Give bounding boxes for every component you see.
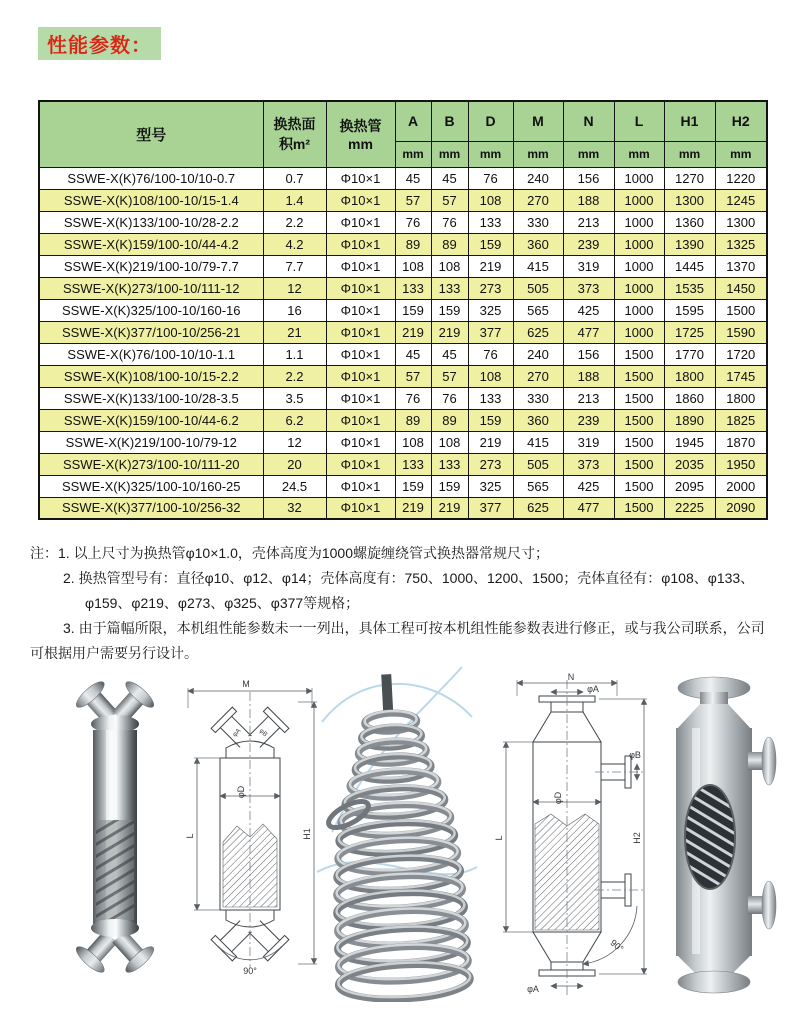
value-cell: 1000 <box>614 255 664 277</box>
model-cell: SSWE-X(K)159/100-10/44-6.2 <box>39 409 263 431</box>
value-cell: 477 <box>563 321 614 343</box>
value-cell: 1000 <box>614 321 664 343</box>
value-cell: 1270 <box>664 167 715 189</box>
bottom-head <box>91 919 139 937</box>
model-header-label: 型号 <box>136 126 167 144</box>
note-line-1 <box>30 541 774 566</box>
value-cell: 1000 <box>614 299 664 321</box>
unit-header: mm <box>563 141 614 167</box>
value-cell: Φ10×1 <box>326 453 395 475</box>
value-cell: 133 <box>431 453 468 475</box>
table-row <box>39 475 767 497</box>
model-cell: SSWE-X(K)133/100-10/28-3.5 <box>39 387 263 409</box>
value-cell: 133 <box>468 211 513 233</box>
value-cell: 1590 <box>715 321 767 343</box>
dimension-drawing-h1 <box>180 676 325 978</box>
table-row <box>39 321 767 343</box>
value-cell: Φ10×1 <box>326 497 395 519</box>
value-cell: 2225 <box>664 497 715 519</box>
dim-header-n: N <box>563 101 614 141</box>
table-header <box>39 101 767 167</box>
value-cell: 1500 <box>614 475 664 497</box>
model-cell: SSWE-X(K)377/100-10/256-21 <box>39 321 263 343</box>
dim-header-m: M <box>513 101 563 141</box>
value-cell: 188 <box>563 365 614 387</box>
value-cell: 76 <box>431 387 468 409</box>
coil-bundle-graphic <box>312 662 482 1002</box>
value-cell: 1445 <box>664 255 715 277</box>
value-cell: 1000 <box>614 277 664 299</box>
value-cell: 330 <box>513 211 563 233</box>
dim-label-d: φD <box>553 791 563 805</box>
value-cell: Φ10×1 <box>326 255 395 277</box>
value-cell: 565 <box>513 299 563 321</box>
value-cell: 1800 <box>664 365 715 387</box>
value-cell: 89 <box>395 409 431 431</box>
value-cell: 133 <box>395 453 431 475</box>
table-row <box>39 211 767 233</box>
value-cell: 270 <box>513 189 563 211</box>
value-cell: 76 <box>431 211 468 233</box>
value-cell: Φ10×1 <box>326 365 395 387</box>
value-cell: 2.2 <box>263 365 326 387</box>
note-line-3: 3. 由于篇幅所限，本机组性能参数未一一列出，具体工程可按本机组性能参数表进行修正，或与我公司联系，公司可根据用户需要另行设计。 <box>30 620 765 661</box>
lower-side-nozzle <box>748 881 776 929</box>
value-cell: 159 <box>395 475 431 497</box>
value-cell: 24.5 <box>263 475 326 497</box>
value-cell: 1500 <box>614 497 664 519</box>
model-cell: SSWE-X(K)159/100-10/44-4.2 <box>39 233 263 255</box>
value-cell: 0.7 <box>263 167 326 189</box>
nozzle-a-label: φA <box>231 727 243 739</box>
value-cell: 2.2 <box>263 211 326 233</box>
value-cell: 45 <box>395 343 431 365</box>
value-cell: 89 <box>431 233 468 255</box>
value-cell: 325 <box>468 299 513 321</box>
value-cell: 240 <box>513 167 563 189</box>
performance-parameters-table <box>38 100 768 520</box>
upper-side-nozzle <box>748 737 776 785</box>
value-cell: 20 <box>263 453 326 475</box>
value-cell: 1390 <box>664 233 715 255</box>
value-cell: 425 <box>563 299 614 321</box>
value-cell: 415 <box>513 431 563 453</box>
model-cell: SSWE-X(K)273/100-10/111-12 <box>39 277 263 299</box>
nozzle-b-label: φB <box>257 727 269 739</box>
value-cell: 2095 <box>664 475 715 497</box>
value-cell: 415 <box>513 255 563 277</box>
dim-header-b: B <box>431 101 468 141</box>
angle-label: 90° <box>243 966 257 976</box>
dim-label-phiA-top: φA <box>587 684 599 694</box>
value-cell: 3.5 <box>263 387 326 409</box>
table-row <box>39 255 767 277</box>
drawing-bottom-left-nozzle <box>244 916 289 961</box>
value-cell: 1890 <box>664 409 715 431</box>
value-cell: 133 <box>395 277 431 299</box>
top-neck <box>700 692 728 706</box>
value-cell: 12 <box>263 277 326 299</box>
table-row <box>39 387 767 409</box>
value-cell: 76 <box>468 343 513 365</box>
model-column-header <box>39 101 263 167</box>
note-item-1: 1. 以上尺寸为换热管φ10×1.0，壳体高度为1000螺旋缠绕管式换热器常规尺寸； <box>58 545 549 561</box>
value-cell: 108 <box>431 255 468 277</box>
drawing-bottom-right-nozzle <box>211 916 256 961</box>
value-cell: 1.1 <box>263 343 326 365</box>
value-cell: 4.2 <box>263 233 326 255</box>
value-cell: 1325 <box>715 233 767 255</box>
dim-header-l: L <box>614 101 664 141</box>
value-cell: 188 <box>563 189 614 211</box>
value-cell: 12 <box>263 431 326 453</box>
table-row <box>39 233 767 255</box>
value-cell: 108 <box>395 255 431 277</box>
value-cell: 2000 <box>715 475 767 497</box>
coil-bundle-photo <box>312 662 482 1002</box>
value-cell: 159 <box>395 299 431 321</box>
value-cell: 373 <box>563 453 614 475</box>
model-cell: SSWE-X(K)108/100-10/15-2.2 <box>39 365 263 387</box>
value-cell: 1870 <box>715 431 767 453</box>
value-cell: Φ10×1 <box>326 299 395 321</box>
value-cell: 219 <box>468 431 513 453</box>
dim-label-h2: H2 <box>632 832 642 844</box>
unit-header: mm <box>468 141 513 167</box>
model-cell: SSWE-X(K)219/100-10/79-12 <box>39 431 263 453</box>
table-body <box>39 167 767 519</box>
note-line-2: 2. 换热管型号有：直径φ10、φ12、φ14；壳体高度有：750、1000、1200、1500；壳体直径有：φ108、φ133、φ159、φ219、φ273、φ325、φ377等规格； <box>63 570 755 611</box>
upper-side-nozzle <box>595 756 643 788</box>
value-cell: 108 <box>431 431 468 453</box>
dim-label-d: φD <box>236 785 246 799</box>
value-cell: 219 <box>431 321 468 343</box>
value-cell: 360 <box>513 233 563 255</box>
value-cell: 360 <box>513 409 563 431</box>
value-cell: 159 <box>468 233 513 255</box>
table-row <box>39 189 767 211</box>
unit-header: mm <box>664 141 715 167</box>
value-cell: 156 <box>563 167 614 189</box>
value-cell: 1000 <box>614 211 664 233</box>
unit-header: mm <box>431 141 468 167</box>
value-cell: Φ10×1 <box>326 343 395 365</box>
table-row <box>39 431 767 453</box>
value-cell: 273 <box>468 277 513 299</box>
dim-header-a: A <box>395 101 431 141</box>
value-cell: 6.2 <box>263 409 326 431</box>
value-cell: 1500 <box>614 343 664 365</box>
table-row <box>39 277 767 299</box>
value-cell: 505 <box>513 277 563 299</box>
lower-side-nozzle <box>595 874 643 906</box>
side-flange-exchanger-graphic <box>652 672 782 997</box>
model-cell: SSWE-X(K)219/100-10/79-7.7 <box>39 255 263 277</box>
product-photo-vertical-exchanger <box>40 680 190 976</box>
value-cell: 219 <box>468 255 513 277</box>
value-cell: 21 <box>263 321 326 343</box>
unit-header: mm <box>513 141 563 167</box>
value-cell: 1300 <box>664 189 715 211</box>
dim-header-d: D <box>468 101 513 141</box>
model-cell: SSWE-X(K)76/100-10/10-1.1 <box>39 343 263 365</box>
value-cell: Φ10×1 <box>326 167 395 189</box>
notes-label: 注： <box>30 545 58 561</box>
value-cell: 1300 <box>715 211 767 233</box>
model-cell: SSWE-X(K)273/100-10/111-20 <box>39 453 263 475</box>
value-cell: Φ10×1 <box>326 321 395 343</box>
value-cell: 625 <box>513 321 563 343</box>
model-cell: SSWE-X(K)133/100-10/28-2.2 <box>39 211 263 233</box>
drawing-h1-graphic <box>180 676 325 978</box>
value-cell: Φ10×1 <box>326 409 395 431</box>
value-cell: 213 <box>563 211 614 233</box>
value-cell: 2035 <box>664 453 715 475</box>
value-cell: 159 <box>431 475 468 497</box>
bottom-flange <box>678 971 750 993</box>
unit-header: mm <box>395 141 431 167</box>
value-cell: 1220 <box>715 167 767 189</box>
drawing-h2-graphic <box>487 672 652 1002</box>
notes-block <box>30 541 774 666</box>
product-photo-side-flange-exchanger <box>652 672 782 997</box>
value-cell: 377 <box>468 321 513 343</box>
value-cell: 156 <box>563 343 614 365</box>
value-cell: 108 <box>395 431 431 453</box>
value-cell: 1800 <box>715 387 767 409</box>
value-cell: 1860 <box>664 387 715 409</box>
value-cell: 45 <box>431 167 468 189</box>
value-cell: 1360 <box>664 211 715 233</box>
value-cell: 108 <box>468 189 513 211</box>
value-cell: 240 <box>513 343 563 365</box>
value-cell: 377 <box>468 497 513 519</box>
table-row <box>39 365 767 387</box>
value-cell: 32 <box>263 497 326 519</box>
value-cell: 1000 <box>614 189 664 211</box>
table-row <box>39 409 767 431</box>
model-cell: SSWE-X(K)325/100-10/160-25 <box>39 475 263 497</box>
angle-label: 90° <box>608 937 626 954</box>
value-cell: 373 <box>563 277 614 299</box>
table-row <box>39 167 767 189</box>
dim-label-n: N <box>567 672 575 682</box>
value-cell: 213 <box>563 387 614 409</box>
value-cell: 219 <box>431 497 468 519</box>
value-cell: 76 <box>395 211 431 233</box>
dim-label-l: L <box>185 833 195 839</box>
tube-column-header <box>326 101 395 167</box>
value-cell: 57 <box>395 189 431 211</box>
value-cell: 89 <box>431 409 468 431</box>
unit-header: mm <box>715 141 767 167</box>
value-cell: 1595 <box>664 299 715 321</box>
dim-header-h2: H2 <box>715 101 767 141</box>
dim-label-phiB: φB <box>629 750 641 760</box>
value-cell: 425 <box>563 475 614 497</box>
drawing-top-right-nozzle <box>244 707 289 752</box>
value-cell: 270 <box>513 365 563 387</box>
value-cell: 1500 <box>614 387 664 409</box>
value-cell: 45 <box>395 167 431 189</box>
value-cell: Φ10×1 <box>326 211 395 233</box>
value-cell: Φ10×1 <box>326 387 395 409</box>
value-cell: 477 <box>563 497 614 519</box>
unit-header: mm <box>614 141 664 167</box>
dimension-drawing-h2 <box>487 672 652 1002</box>
value-cell: 325 <box>468 475 513 497</box>
value-cell: 1000 <box>614 167 664 189</box>
table-row <box>39 299 767 321</box>
value-cell: 57 <box>431 365 468 387</box>
value-cell: 625 <box>513 497 563 519</box>
value-cell: 16 <box>263 299 326 321</box>
value-cell: 1725 <box>664 321 715 343</box>
value-cell: 133 <box>468 387 513 409</box>
value-cell: 1500 <box>614 365 664 387</box>
area-header-line2: 积m² <box>278 136 311 153</box>
table-row <box>39 343 767 365</box>
value-cell: 7.7 <box>263 255 326 277</box>
vertical-exchanger-photo-graphic <box>40 680 190 976</box>
coil-reflection <box>90 806 140 932</box>
tube-header-line1: 换热管 <box>339 118 382 135</box>
value-cell: 1500 <box>614 453 664 475</box>
value-cell: 1450 <box>715 277 767 299</box>
value-cell: Φ10×1 <box>326 189 395 211</box>
model-cell: SSWE-X(K)325/100-10/160-16 <box>39 299 263 321</box>
value-cell: 1745 <box>715 365 767 387</box>
dim-label-m: M <box>242 679 250 689</box>
value-cell: 330 <box>513 387 563 409</box>
value-cell: 89 <box>395 233 431 255</box>
dim-header-h1: H1 <box>664 101 715 141</box>
dim-label-h1: H1 <box>302 828 312 840</box>
value-cell: 1.4 <box>263 189 326 211</box>
value-cell: 57 <box>395 365 431 387</box>
value-cell: Φ10×1 <box>326 475 395 497</box>
value-cell: 239 <box>563 409 614 431</box>
value-cell: 1500 <box>614 431 664 453</box>
value-cell: 76 <box>468 167 513 189</box>
page-title: 性能参数： <box>38 27 161 60</box>
value-cell: 505 <box>513 453 563 475</box>
value-cell: 319 <box>563 431 614 453</box>
value-cell: 133 <box>431 277 468 299</box>
top-cone <box>676 704 752 730</box>
table-row <box>39 453 767 475</box>
coil-stack <box>318 671 472 1002</box>
drawing-top-left-nozzle <box>211 707 256 752</box>
value-cell: 159 <box>468 409 513 431</box>
value-cell: 565 <box>513 475 563 497</box>
value-cell: Φ10×1 <box>326 431 395 453</box>
value-cell: 1825 <box>715 409 767 431</box>
value-cell: 108 <box>468 365 513 387</box>
value-cell: 1945 <box>664 431 715 453</box>
value-cell: Φ10×1 <box>326 233 395 255</box>
value-cell: 45 <box>431 343 468 365</box>
value-cell: 76 <box>395 387 431 409</box>
value-cell: 319 <box>563 255 614 277</box>
value-cell: 1000 <box>614 233 664 255</box>
value-cell: 1535 <box>664 277 715 299</box>
model-cell: SSWE-X(K)76/100-10/10-0.7 <box>39 167 263 189</box>
value-cell: 1245 <box>715 189 767 211</box>
value-cell: 57 <box>431 189 468 211</box>
value-cell: 1770 <box>664 343 715 365</box>
value-cell: 219 <box>395 497 431 519</box>
table-row <box>39 497 767 519</box>
value-cell: 219 <box>395 321 431 343</box>
tube-header-line2: mm <box>348 136 373 153</box>
value-cell: 1950 <box>715 453 767 475</box>
value-cell: 239 <box>563 233 614 255</box>
value-cell: 1500 <box>715 299 767 321</box>
value-cell: Φ10×1 <box>326 277 395 299</box>
area-header-line1: 换热面 <box>273 116 316 133</box>
area-column-header <box>263 101 326 167</box>
dim-label-l: L <box>494 835 504 841</box>
value-cell: 1500 <box>614 409 664 431</box>
value-cell: 159 <box>431 299 468 321</box>
value-cell: 1370 <box>715 255 767 277</box>
value-cell: 2090 <box>715 497 767 519</box>
dim-label-phiA-bottom: φA <box>527 984 539 994</box>
value-cell: 1720 <box>715 343 767 365</box>
value-cell: 273 <box>468 453 513 475</box>
table-header-row-1 <box>39 101 767 141</box>
model-cell: SSWE-X(K)377/100-10/256-32 <box>39 497 263 519</box>
model-cell: SSWE-X(K)108/100-10/15-1.4 <box>39 189 263 211</box>
